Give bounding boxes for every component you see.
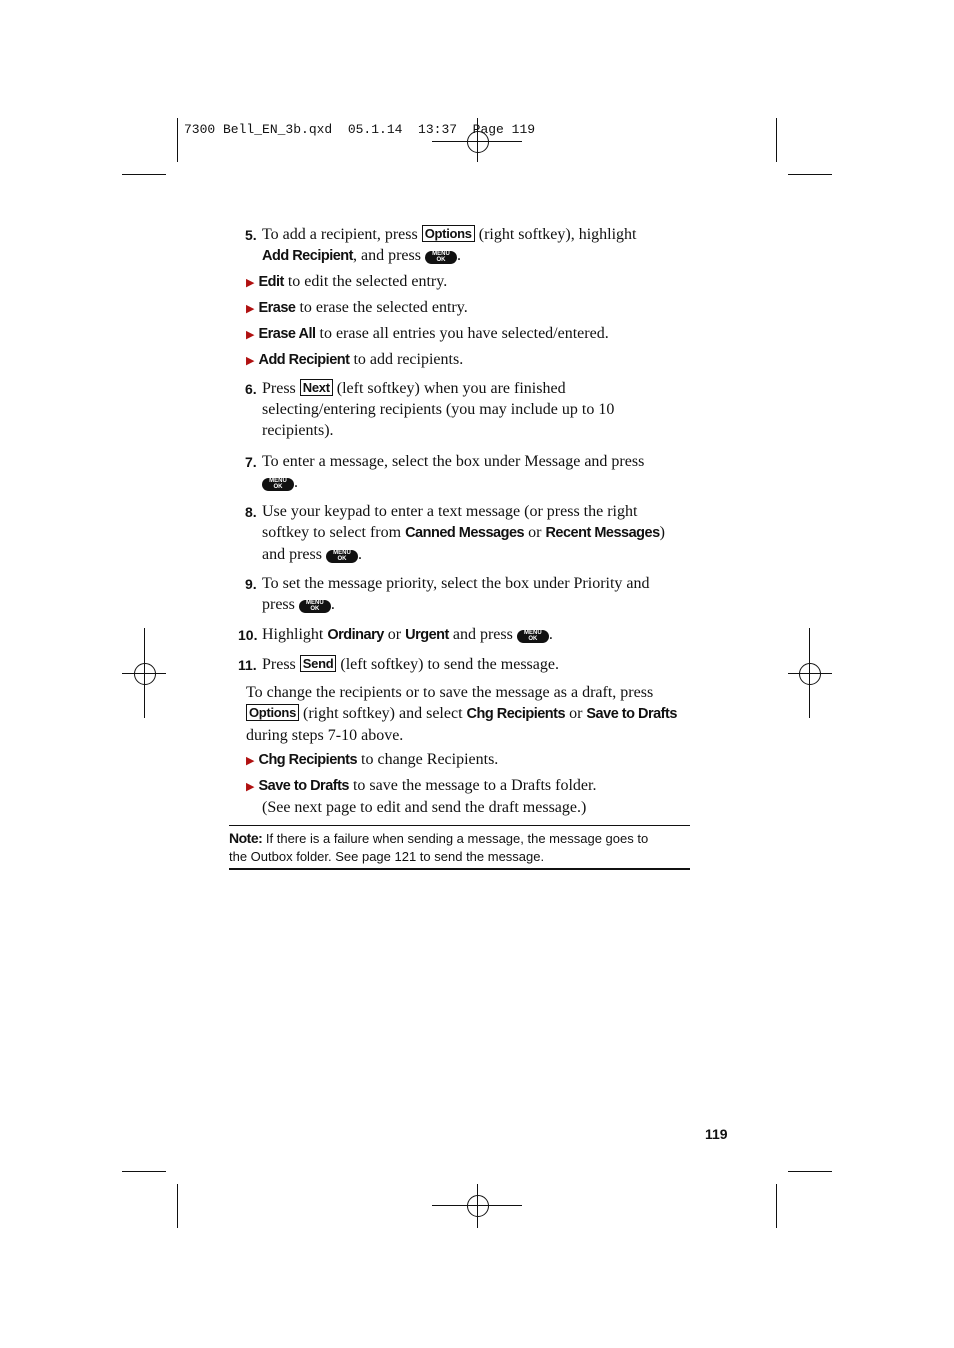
menu-ok-key-icon: MENU OK (425, 251, 457, 264)
step-6-number: 6. (245, 381, 257, 397)
step-7: To enter a message, select the box under Message and press MENU OK . (262, 453, 645, 491)
list-item: ▶ Edit to edit the selected entry. (246, 273, 448, 290)
menu-ok-key-icon: MENU OK (326, 550, 358, 563)
file-slug: 7300 Bell_EN_3b.qxd 05.1.14 13:37 Page 119 (184, 122, 536, 137)
list-item: ▶ Erase All to erase all entries you have selected/entered. (246, 325, 609, 342)
step-6: Press Next (left softkey) when you are finished selecting/entering recipients (you may include up to 10 recipients). (262, 380, 615, 439)
menu-ok-key-icon: MENU OK (299, 600, 331, 613)
page-number: 119 (705, 1126, 728, 1142)
note-box (229, 825, 690, 870)
bullet-list-recipient-options: ▶ Chg Recipients to change Recipients. ▶ Save to Drafts to save the message to a Drafts folder. (See next page to edit and send the draft message.) (246, 749, 706, 818)
step-9: To set the message priority, select the box under Priority and press MENU OK . (262, 575, 650, 613)
arrow-icon: ▶ (246, 302, 255, 315)
arrow-icon: ▶ (246, 354, 255, 367)
step-11: Press Send (left softkey) to send the message. (262, 656, 559, 673)
step-10: Highlight Ordinary or Urgent and press MENU OK . (262, 626, 553, 643)
step-8: Use your keypad to enter a text message (or press the right softkey to select from Canned Messages or Recent Messages) and press MENU OK . (262, 503, 665, 563)
step-5: To add a recipient, press Options (right softkey), highlight Add Recipient, and press MENU OK . (262, 226, 637, 264)
list-item: ▶ Erase to erase the selected entry. (246, 299, 468, 316)
options-softkey: Options (246, 704, 299, 721)
options-softkey: Options (422, 225, 475, 242)
step-9-number: 9. (245, 576, 257, 592)
arrow-icon: ▶ (246, 328, 255, 341)
arrow-icon: ▶ (246, 276, 255, 289)
step-8-number: 8. (245, 504, 257, 520)
step-7-number: 7. (245, 454, 257, 470)
note-text: Note: If there is a failure when sending a message, the message goes to the Outbox folder. See page 121 to send the message. (229, 830, 649, 864)
step-11-number: 11. (238, 657, 257, 673)
arrow-icon: ▶ (246, 754, 255, 767)
list-item: ▶ Save to Drafts to save the message to a Drafts folder. (246, 777, 597, 794)
send-softkey: Send (300, 655, 337, 672)
menu-ok-key-icon: MENU OK (262, 478, 294, 491)
list-item: ▶ Add Recipient to add recipients. (246, 351, 464, 368)
arrow-icon: ▶ (246, 780, 255, 793)
menu-ok-key-icon: MENU OK (517, 630, 549, 643)
next-softkey: Next (300, 379, 333, 396)
drafts-paragraph: To change the recipients or to save the message as a draft, press Options (right softkey) and select Chg Recipients or Save to Drafts during steps 7-10 above. (246, 684, 677, 744)
bullet-list-edit-options (246, 271, 706, 375)
step-10-number: 10. (238, 627, 258, 643)
list-item: ▶ Chg Recipients to change Recipients. (246, 751, 499, 768)
step-5-number: 5. (245, 227, 257, 243)
